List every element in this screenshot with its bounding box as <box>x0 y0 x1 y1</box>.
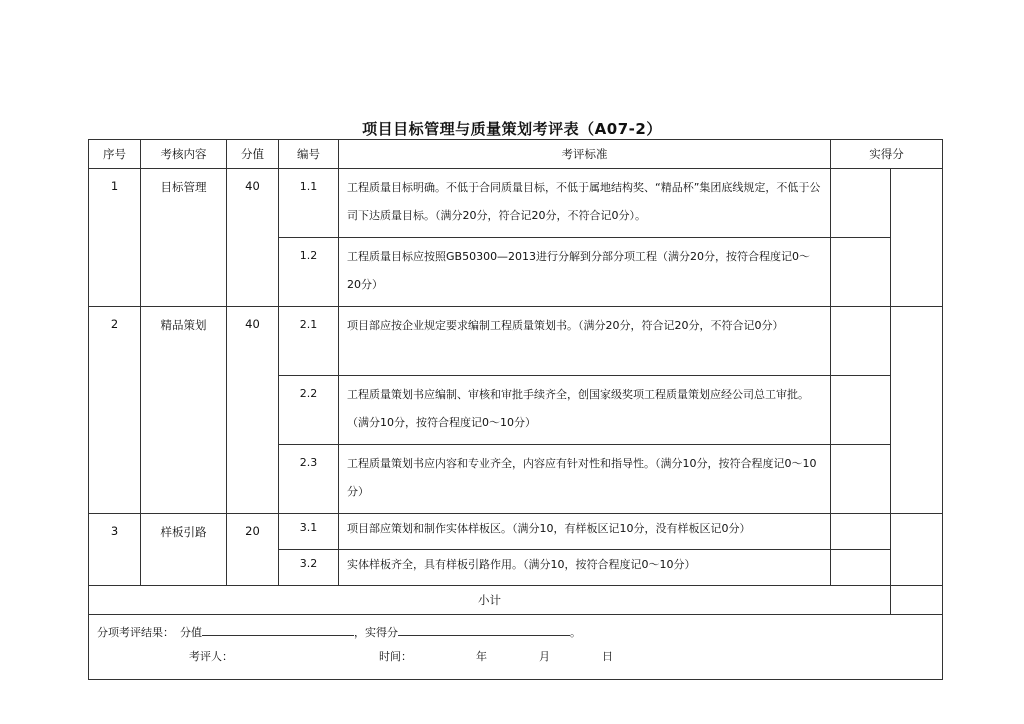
group-score: 40 <box>227 307 279 514</box>
header-row <box>89 140 943 169</box>
item-criteria: 工程质量策划书应内容和专业齐全，内容应有针对性和指导性。（满分10分，按符合程度记0～10分） <box>339 445 831 514</box>
group-seq: 3 <box>89 514 141 586</box>
subtotal-row <box>89 586 943 615</box>
header-seq: 序号 <box>89 140 141 169</box>
subtotal-label: 小计 <box>89 586 891 615</box>
item-code: 3.1 <box>279 514 339 550</box>
result-line <box>97 621 934 645</box>
month-label: 月 <box>539 650 550 663</box>
page-title: 项目目标管理与质量策划考评表（A07-2） <box>362 120 662 138</box>
table-row <box>89 514 943 550</box>
actual-label: ，实得分 <box>354 626 398 639</box>
item-code: 1.1 <box>279 169 339 238</box>
item-code: 2.3 <box>279 445 339 514</box>
subtotal-value-cell[interactable] <box>891 586 943 615</box>
actual-score-cell[interactable] <box>831 307 891 376</box>
item-code: 2.1 <box>279 307 339 376</box>
actual-score-cell[interactable] <box>831 445 891 514</box>
group-seq: 2 <box>89 307 141 514</box>
time-label: 时间： <box>379 650 412 663</box>
header-content: 考核内容 <box>141 140 227 169</box>
signature-line <box>97 645 934 669</box>
group-content: 样板引路 <box>141 514 227 586</box>
item-criteria: 工程质量目标明确。不低于合同质量目标，不低于属地结构奖、“精品杯”集团底线规定，不低于公司下达质量目标。（满分20分，符合记20分，不符合记0分）。 <box>339 169 831 238</box>
header-score: 分值 <box>227 140 279 169</box>
score-blank[interactable] <box>202 621 354 636</box>
day-label: 日 <box>602 650 613 663</box>
group-actual-cell[interactable] <box>891 169 943 307</box>
header-code: 编号 <box>279 140 339 169</box>
score-label: 分值 <box>180 626 202 639</box>
result-label: 分项考评结果： <box>97 626 174 639</box>
actual-blank[interactable] <box>398 621 570 636</box>
group-score: 40 <box>227 169 279 307</box>
group-content: 目标管理 <box>141 169 227 307</box>
end-mark: 。 <box>570 626 581 639</box>
item-criteria: 工程质量目标应按照GB50300—2013进行分解到分部分项工程（满分20分，按符合程度记0～20分） <box>339 238 831 307</box>
item-criteria: 项目部应策划和制作实体样板区。（满分10，有样板区记10分，没有样板区记0分） <box>339 514 831 550</box>
actual-score-cell[interactable] <box>831 550 891 586</box>
item-criteria: 项目部应按企业规定要求编制工程质量策划书。（满分20分，符合记20分，不符合记0分） <box>339 307 831 376</box>
actual-score-cell[interactable] <box>831 514 891 550</box>
item-code: 1.2 <box>279 238 339 307</box>
group-score: 20 <box>227 514 279 586</box>
year-label: 年 <box>476 650 487 663</box>
item-code: 2.2 <box>279 376 339 445</box>
actual-score-cell[interactable] <box>831 238 891 307</box>
evaluator-label: 考评人： <box>189 650 233 663</box>
item-code: 3.2 <box>279 550 339 586</box>
actual-score-cell[interactable] <box>831 376 891 445</box>
group-seq: 1 <box>89 169 141 307</box>
group-actual-cell[interactable] <box>891 514 943 586</box>
table-row <box>89 307 943 376</box>
evaluation-table <box>88 139 943 680</box>
footer-row <box>89 615 943 680</box>
group-actual-cell[interactable] <box>891 307 943 514</box>
actual-score-cell[interactable] <box>831 169 891 238</box>
group-content: 精品策划 <box>141 307 227 514</box>
item-criteria: 实体样板齐全，具有样板引路作用。（满分10，按符合程度记0～10分） <box>339 550 831 586</box>
header-criteria: 考评标准 <box>339 140 831 169</box>
header-actual: 实得分 <box>831 140 943 169</box>
footer-cell <box>89 615 943 680</box>
item-criteria: 工程质量策划书应编制、审核和审批手续齐全，创国家级奖项工程质量策划应经公司总工审批。（满分10分，按符合程度记0～10分） <box>339 376 831 445</box>
table-row <box>89 169 943 238</box>
